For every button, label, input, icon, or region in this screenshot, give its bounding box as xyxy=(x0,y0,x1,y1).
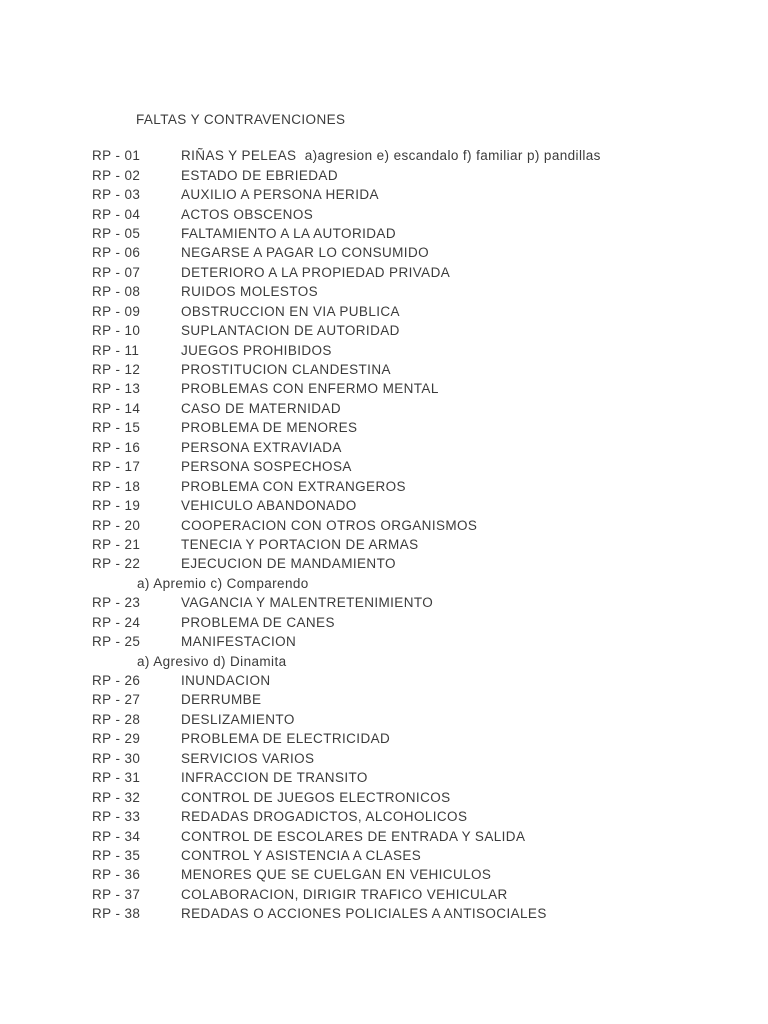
code-label: RP - 21 xyxy=(92,536,141,552)
list-row xyxy=(0,904,768,923)
description-label: CONTROL Y ASISTENCIA A CLASES xyxy=(181,847,422,863)
code-label: RP - 02 xyxy=(92,167,141,183)
code-label: RP - 07 xyxy=(92,264,141,280)
list-row xyxy=(0,632,768,651)
description-label: MENORES QUE SE CUELGAN EN VEHICULOS xyxy=(181,867,492,883)
description-label: TENECIA Y PORTACION DE ARMAS xyxy=(181,536,419,552)
code-label: RP - 06 xyxy=(92,245,141,261)
list-row xyxy=(0,671,768,690)
code-label: RP - 34 xyxy=(92,828,141,844)
description-label: JUEGOS PROHIBIDOS xyxy=(181,342,332,358)
list-row xyxy=(0,263,768,282)
description-label: FALTAMIENTO A LA AUTORIDAD xyxy=(181,225,396,241)
list-row xyxy=(0,204,768,223)
list-row xyxy=(0,302,768,321)
description-label: OBSTRUCCION EN VIA PUBLICA xyxy=(181,303,400,319)
list-row xyxy=(0,321,768,340)
description-label: a) Agresivo d) Dinamita xyxy=(137,653,287,669)
code-label: RP - 09 xyxy=(92,303,141,319)
description-label: PROBLEMA DE ELECTRICIDAD xyxy=(181,731,391,747)
description-label: PROBLEMA DE CANES xyxy=(181,614,335,630)
description-label: CONTROL DE JUEGOS ELECTRONICOS xyxy=(181,789,451,805)
code-label: RP - 16 xyxy=(92,439,141,455)
code-label: RP - 14 xyxy=(92,400,141,416)
code-label: RP - 35 xyxy=(92,847,141,863)
description-label: EJECUCION DE MANDAMIENTO xyxy=(181,556,396,572)
description-label: PROBLEMAS CON ENFERMO MENTAL xyxy=(181,381,439,397)
list-row xyxy=(0,729,768,748)
code-label: RP - 28 xyxy=(92,711,141,727)
code-label: RP - 15 xyxy=(92,420,141,436)
description-label: VEHICULO ABANDONADO xyxy=(181,498,357,514)
code-label: RP - 26 xyxy=(92,673,141,689)
list-row xyxy=(0,282,768,301)
code-label: RP - 17 xyxy=(92,459,141,475)
code-label: RP - 01 xyxy=(92,148,141,164)
code-label: RP - 20 xyxy=(92,517,141,533)
list-row xyxy=(0,438,768,457)
description-label: COLABORACION, DIRIGIR TRAFICO VEHICULAR xyxy=(181,886,508,902)
code-label: RP - 38 xyxy=(92,906,141,922)
description-label: PROSTITUCION CLANDESTINA xyxy=(181,362,391,378)
code-list xyxy=(0,146,768,924)
document-title: FALTAS Y CONTRAVENCIONES xyxy=(136,112,346,127)
description-label: DERRUMBE xyxy=(181,692,262,708)
list-row xyxy=(0,865,768,884)
code-label: RP - 19 xyxy=(92,498,141,514)
code-label: RP - 24 xyxy=(92,614,141,630)
code-label: RP - 31 xyxy=(92,770,141,786)
list-row xyxy=(0,768,768,787)
code-label: RP - 33 xyxy=(92,809,141,825)
code-label: RP - 11 xyxy=(92,342,140,358)
description-label: COOPERACION CON OTROS ORGANISMOS xyxy=(181,517,478,533)
list-row xyxy=(0,535,768,554)
description-label: DESLIZAMIENTO xyxy=(181,711,295,727)
description-label: PERSONA SOSPECHOSA xyxy=(181,459,352,475)
list-row xyxy=(0,710,768,729)
list-row xyxy=(0,826,768,845)
list-row xyxy=(0,340,768,359)
list-row xyxy=(0,690,768,709)
code-label: RP - 08 xyxy=(92,284,141,300)
code-label: RP - 10 xyxy=(92,323,141,339)
description-label: MANIFESTACION xyxy=(181,634,297,650)
list-row xyxy=(0,846,768,865)
description-label: DETERIORO A LA PROPIEDAD PRIVADA xyxy=(181,264,451,280)
description-label: PROBLEMA DE MENORES xyxy=(181,420,358,436)
code-label: RP - 22 xyxy=(92,556,141,572)
description-label: RUIDOS MOLESTOS xyxy=(181,284,319,300)
list-row xyxy=(0,379,768,398)
list-row xyxy=(0,787,768,806)
description-label: SERVICIOS VARIOS xyxy=(181,750,315,766)
list-row xyxy=(0,457,768,476)
code-label: RP - 27 xyxy=(92,692,141,708)
list-row xyxy=(0,360,768,379)
description-label: VAGANCIA Y MALENTRETENIMIENTO xyxy=(181,595,434,611)
description-label: SUPLANTACION DE AUTORIDAD xyxy=(181,323,400,339)
description-label: PERSONA EXTRAVIADA xyxy=(181,439,342,455)
list-row xyxy=(0,515,768,534)
list-row xyxy=(0,593,768,612)
list-row xyxy=(0,146,768,165)
list-row xyxy=(0,185,768,204)
code-label: RP - 30 xyxy=(92,750,141,766)
description-label: PROBLEMA CON EXTRANGEROS xyxy=(181,478,406,494)
list-row xyxy=(0,749,768,768)
code-label: RP - 05 xyxy=(92,225,141,241)
description-label: ESTADO DE EBRIEDAD xyxy=(181,167,338,183)
description-label: INFRACCION DE TRANSITO xyxy=(181,770,368,786)
description-label: REDADAS DROGADICTOS, ALCOHOLICOS xyxy=(181,809,468,825)
list-row xyxy=(0,885,768,904)
description-label: CONTROL DE ESCOLARES DE ENTRADA Y SALIDA xyxy=(181,828,526,844)
list-sub-note xyxy=(0,651,768,670)
list-row xyxy=(0,554,768,573)
code-label: RP - 13 xyxy=(92,381,141,397)
list-row xyxy=(0,807,768,826)
code-label: RP - 29 xyxy=(92,731,141,747)
list-row xyxy=(0,399,768,418)
list-row xyxy=(0,418,768,437)
list-row xyxy=(0,496,768,515)
code-label: RP - 12 xyxy=(92,362,141,378)
description-label: RIÑAS Y PELEAS a)agresion e) escandalo f) familiar p) pandillas xyxy=(181,148,601,164)
list-row xyxy=(0,476,768,495)
list-row xyxy=(0,613,768,632)
description-label: ACTOS OBSCENOS xyxy=(181,206,314,222)
code-label: RP - 18 xyxy=(92,478,141,494)
code-label: RP - 25 xyxy=(92,634,141,650)
code-label: RP - 03 xyxy=(92,187,141,203)
description-label: CASO DE MATERNIDAD xyxy=(181,400,341,416)
list-sub-note xyxy=(0,574,768,593)
list-row xyxy=(0,165,768,184)
description-label: REDADAS O ACCIONES POLICIALES A ANTISOCIALES xyxy=(181,906,547,922)
code-label: RP - 23 xyxy=(92,595,141,611)
description-label: AUXILIO A PERSONA HERIDA xyxy=(181,187,379,203)
list-row xyxy=(0,243,768,262)
code-label: RP - 04 xyxy=(92,206,141,222)
code-label: RP - 37 xyxy=(92,886,141,902)
description-label: NEGARSE A PAGAR LO CONSUMIDO xyxy=(181,245,430,261)
list-row xyxy=(0,224,768,243)
description-label: INUNDACION xyxy=(181,673,271,689)
description-label: a) Apremio c) Comparendo xyxy=(137,575,309,591)
code-label: RP - 36 xyxy=(92,867,141,883)
code-label: RP - 32 xyxy=(92,789,141,805)
